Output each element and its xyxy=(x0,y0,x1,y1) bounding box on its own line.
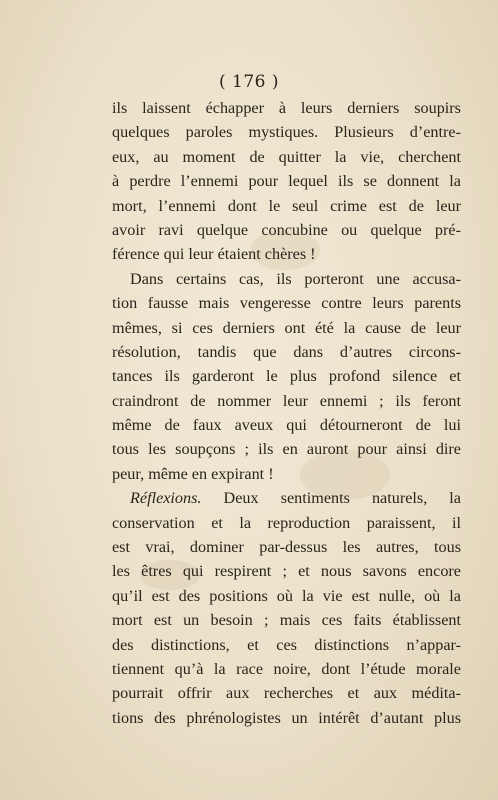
text-line: tions des phrénologistes un intérêt d’autant plus xyxy=(112,708,461,727)
text-line: résolution, tandis que dans d’autres circons- xyxy=(112,342,461,361)
body-text xyxy=(112,96,461,730)
text-line: qu’il est des positions où la vie est nulle, où la xyxy=(112,586,461,605)
paragraph xyxy=(112,96,461,267)
paragraph xyxy=(112,486,461,730)
text-line: férence qui leur étaient chères ! xyxy=(112,245,316,264)
page-number: ( 176 ) xyxy=(218,72,280,92)
text-line: les êtres qui respirent ; et nous savons encore xyxy=(112,562,461,581)
text-line: conservation et la reproduction paraissent, il xyxy=(112,513,461,532)
text-line: tiennent qu’à la race noire, dont l’étude morale xyxy=(112,659,461,678)
text-line: quelques paroles mystiques. Plusieurs d’entre- xyxy=(112,123,461,142)
text-line: tion fausse mais vengeresse contre leurs parents xyxy=(112,294,461,313)
paragraph xyxy=(112,267,461,487)
text-line xyxy=(112,486,461,510)
text-line: des distinctions, et ces distinctions n’appar- xyxy=(112,635,461,654)
text-line: à perdre l’ennemi pour lequel ils se donnent la xyxy=(112,172,461,191)
text-line: tances ils garderont le plus profond silence et xyxy=(112,367,461,386)
text-line: tous les soupçons ; ils en auront pour ainsi dire xyxy=(112,440,461,459)
text-line: avoir ravi quelque concubine ou quelque pré- xyxy=(112,220,461,239)
section-lead: Réflexions. xyxy=(130,489,202,508)
text-line: pourrait offrir aux recherches et aux médita- xyxy=(112,684,461,703)
text-fragment: Deux sentiments naturels, la xyxy=(223,489,461,508)
text-line: craindront de nommer leur ennemi ; ils feront xyxy=(112,391,461,410)
text-line: mort est un besoin ; mais ces faits établissent xyxy=(112,611,461,630)
text-line: eux, au moment de quitter la vie, cherchent xyxy=(112,147,461,166)
text-line: Dans certains cas, ils porteront une accusa- xyxy=(130,269,461,288)
text-line: est vrai, dominer par-dessus les autres, tous xyxy=(112,538,461,557)
text-line: ils laissent échapper à leurs derniers soupirs xyxy=(112,99,461,117)
text-line: mêmes, si ces derniers ont été la cause de leur xyxy=(112,318,461,337)
text-line: mort, l’ennemi dont le seul crime est de leur xyxy=(112,196,461,215)
text-line: même de faux aveux qui détourneront de lui xyxy=(112,416,461,435)
text-line: peur, même en expirant ! xyxy=(112,464,274,483)
